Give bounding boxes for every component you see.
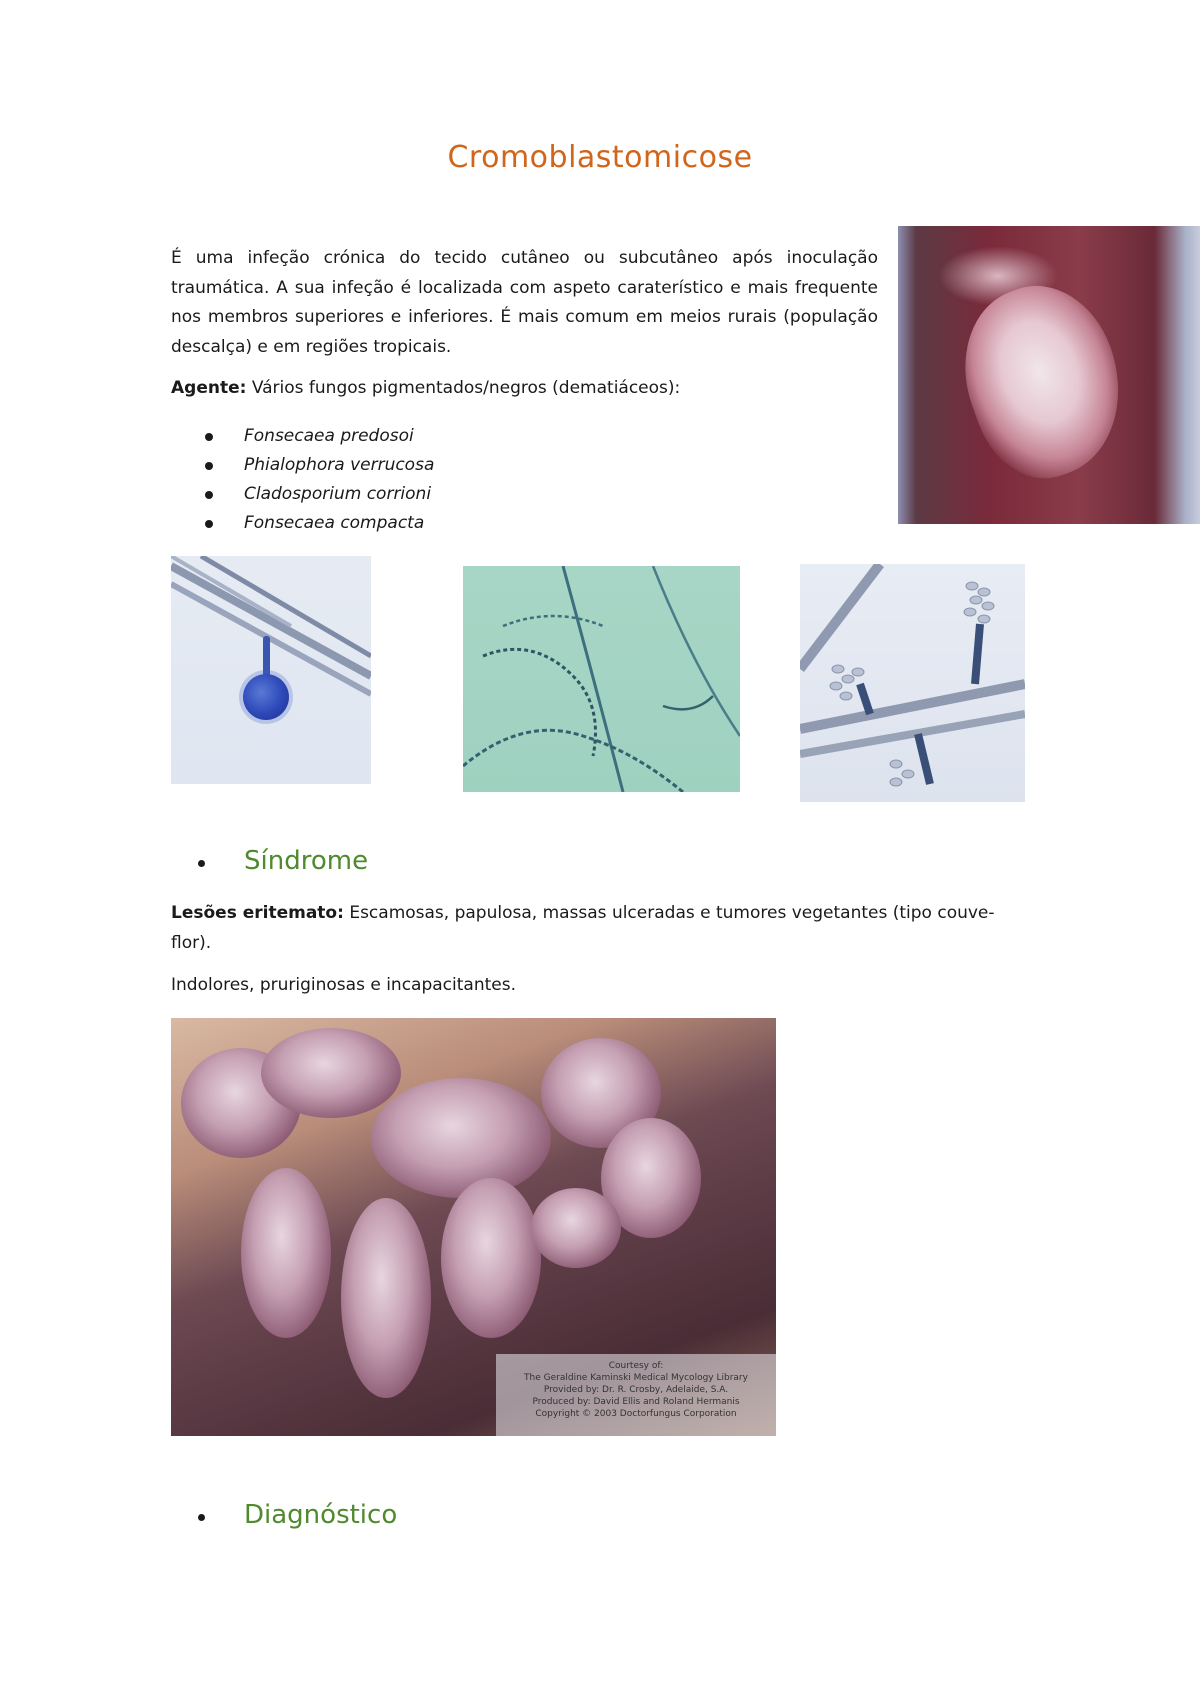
micrograph-chains [463,566,740,792]
bullet-icon [198,860,205,867]
micrograph-rosette [171,556,371,784]
hand-lesion-photo [171,1018,776,1436]
lesoes-text: Escamosas, papulosa, massas ulceradas e tumores vegetantes (tipo couve-flor). [171,903,995,953]
agent-label: Agente: [171,378,247,398]
bullet-icon [205,433,213,441]
lesoes-label: Lesões eritemato: [171,903,344,923]
bullet-icon [205,520,213,528]
section-heading: Diagnóstico [244,1500,398,1530]
agent-line [171,378,680,398]
list-item: Fonsecaea predosoi [171,422,434,451]
page-title: Cromoblastomicose [447,140,753,175]
agent-text: Vários fungos pigmentados/negros (dematiáceos): [246,378,681,398]
intro-paragraph: É uma infeção crónica do tecido cutâneo ou subcutâneo após inoculação traumática. A sua infeção é localizada com aspeto caraterístico e mais frequente nos membros superiores e inferiores. É mais comum em meios rurais (população descalça) e em regiões tropicais. [171,248,878,357]
section-heading: Síndrome [244,846,369,876]
list-item: Cladosporium corrioni [171,480,434,509]
list-item: Phialophora verrucosa [171,451,434,480]
micrograph-conidia [800,564,1025,802]
lesoes-paragraph [171,898,1031,958]
bullet-icon [198,1514,205,1521]
indolores-paragraph: Indolores, pruriginosas e incapacitantes. [171,975,516,995]
list-item: Fonsecaea compacta [171,509,434,538]
leg-lesion-photo [898,226,1200,524]
photo-credit: Courtesy of: The Geraldine Kaminski Medical Mycology Library Provided by: Dr. R. Crosby, Adelaide, S.A. Produced by: David Ellis and Roland Hermanis Copyright © 2003 Doctorfungus Corporation [496,1354,776,1436]
bullet-icon [205,462,213,470]
bullet-icon [205,491,213,499]
species-list [171,422,434,538]
